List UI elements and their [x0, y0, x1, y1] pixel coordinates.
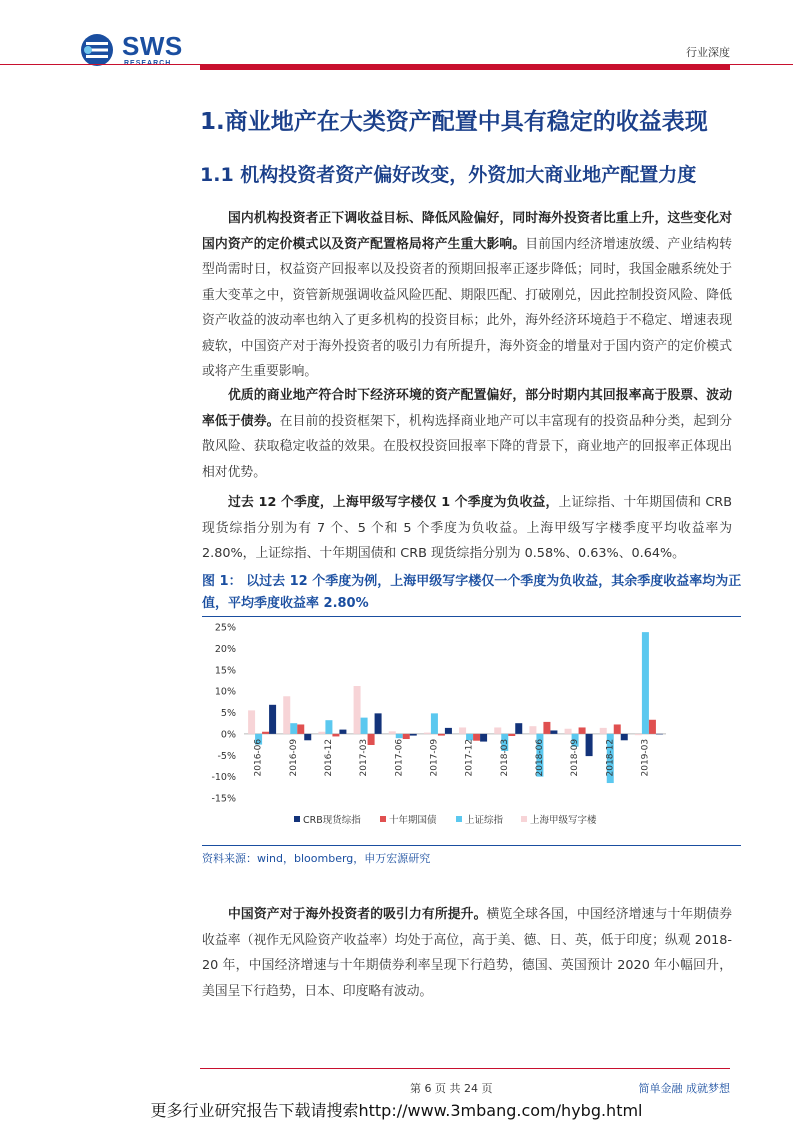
legend-swatch	[294, 816, 300, 822]
logo-text: SWS	[122, 31, 183, 61]
section-heading: 1.商业地产在大类资产配置中具有稳定的收益表现	[200, 109, 708, 135]
y-tick-label: -10%	[211, 772, 236, 784]
y-tick-label: 25%	[214, 622, 236, 634]
paragraph-1-body: 目前国内经济增速放缓、产业结构转型尚需时日，权益资产回报率以及投资者的预期回报率正逐步降低；同时，我国金融系统处于重大变革之中，资管新规强调收益风险匹配、期限匹配、打破刚兑，因此控制投资风险、降低资产收益的波动率也纳入了更多机构的投资目标；此外，海外经济环境趋于不稳定、增速表现疲软，中国资产对于海外投资者的吸引力有所提升，海外资金的增量对于国内资产的定价模式或将产生重要影响。	[202, 236, 733, 379]
bar-2017-06-s1	[396, 734, 403, 738]
bar-2019-03-s2	[649, 720, 656, 734]
x-tick-label: 2018-03	[499, 738, 510, 777]
bar-2016-06-s2	[262, 732, 269, 734]
subsection-heading: 1.1 机构投资者资产偏好改变，外资加大商业地产配置力度	[200, 164, 697, 186]
bar-2017-09-s2	[438, 734, 445, 736]
y-tick-label: 20%	[214, 643, 236, 655]
bar-2018-12-s0	[600, 728, 607, 734]
bar-2019-03-s1	[642, 632, 649, 734]
bar-2017-06-s2	[403, 734, 410, 739]
legend-swatch	[521, 816, 527, 822]
bar-2016-12-s0	[318, 732, 325, 734]
y-tick-label: 10%	[214, 686, 236, 698]
bar-2017-06-s0	[389, 731, 396, 734]
y-tick-label: -5%	[217, 750, 236, 762]
header-rule-bar	[200, 65, 730, 70]
bar-2018-09-s2	[579, 727, 586, 733]
figure-source: 资料来源：wind，bloomberg，申万宏源研究	[202, 852, 431, 865]
bar-2017-12-s3	[480, 734, 487, 742]
bar-2017-09-s0	[424, 733, 431, 734]
bar-2016-09-s2	[297, 724, 304, 733]
bar-2016-09-s3	[304, 734, 311, 740]
promo-link-text[interactable]: 更多行业研究报告下载请搜索http://www.3mbang.com/hybg.html	[150, 1101, 643, 1120]
bar-2017-09-s1	[431, 713, 438, 734]
bar-2016-09-s1	[290, 723, 297, 734]
paragraph-4-lead: 中国资产对于海外投资者的吸引力有所提升。	[228, 907, 487, 922]
footer-rule	[200, 1068, 730, 1069]
x-tick-label: 2017-03	[359, 738, 370, 777]
paragraph-3	[202, 490, 732, 567]
header-category-tag: 行业深度	[686, 46, 730, 59]
bar-2016-06-s0	[248, 710, 255, 734]
bar-2018-09-s0	[565, 729, 572, 734]
paragraph-4-body: 横览全球各国，中国经济增速与十年期债券收益率（视作无风险资产收益率）均处于高位，高于美、德、日、英，低于印度；纵观 2018-20 年，中国经济增速与十年期债券利率呈现下行趋势，德国、英国预计 2020 年小幅回升，美国呈下行趋势，日本、印度略有波动。	[202, 907, 733, 999]
y-tick-label: 0%	[220, 729, 236, 741]
bar-2017-03-s1	[361, 718, 368, 734]
bar-2016-12-s2	[332, 734, 339, 737]
x-tick-label: 2017-12	[464, 738, 475, 777]
x-tick-label: 2018-09	[570, 738, 581, 777]
x-tick-label: 2017-06	[394, 738, 405, 777]
returns-bar-chart	[202, 617, 742, 845]
x-tick-label: 2019-03	[640, 738, 651, 777]
legend-label: 上海甲级写字楼	[530, 815, 597, 826]
bar-2017-03-s0	[354, 686, 361, 734]
bar-2017-03-s3	[375, 713, 382, 734]
x-tick-label: 2016-09	[288, 738, 299, 777]
bar-2016-12-s3	[339, 730, 346, 734]
x-tick-label: 2017-09	[429, 738, 440, 777]
x-tick-label: 2018-06	[534, 738, 545, 777]
bar-2019-03-s3	[656, 734, 663, 735]
bar-2018-12-s3	[621, 734, 628, 740]
x-tick-label: 2016-06	[253, 738, 264, 777]
bar-2018-09-s3	[586, 734, 593, 756]
bar-2018-06-s3	[550, 730, 557, 733]
legend-swatch	[456, 816, 462, 822]
paragraph-2-lead: 优质的商业地产符合时下经济环境的资产配置偏好，部分时期内其回报率高于股票、波动率低于债券。	[202, 388, 732, 429]
x-tick-label: 2018-12	[605, 738, 616, 777]
sws-logo-icon	[80, 33, 114, 67]
bar-2017-09-s3	[445, 728, 452, 734]
figure-title: 图 1： 以过去 12 个季度为例，上海甲级写字楼仅一个季度为负收益，其余季度收益率均为正值，平均季度收益率 2.80%	[202, 574, 742, 611]
y-tick-label: -15%	[211, 793, 236, 805]
paragraph-3-body: 上证综指、十年期国债和 CRB 现货综指分别为有 7 个、5 个和 5 个季度为负收益。上海甲级写字楼季度平均收益率为 2.80%，上证综指、十年期国债和 CRB 现货综指分别为 0.58%、0.63%、0.64%。	[202, 495, 732, 561]
legend-label: 上证综指	[465, 815, 504, 826]
bar-2017-06-s3	[410, 734, 417, 736]
bar-2018-06-s2	[543, 722, 550, 734]
paragraph-1	[202, 206, 732, 385]
bar-2019-03-s0	[635, 734, 642, 735]
footer-slogan: 简单金融 成就梦想	[638, 1082, 730, 1095]
bar-2017-12-s0	[459, 727, 466, 733]
page-number: 第 6 页 共 24 页	[410, 1082, 493, 1095]
bar-2016-06-s3	[269, 705, 276, 734]
bar-2018-03-s3	[515, 723, 522, 734]
x-tick-label: 2016-12	[323, 738, 334, 777]
paragraph-4	[202, 902, 732, 1004]
paragraph-2	[202, 383, 732, 485]
bar-2018-03-s0	[494, 727, 501, 733]
y-tick-label: 15%	[214, 665, 236, 677]
bar-2018-03-s2	[508, 734, 515, 736]
paragraph-3-lead: 过去 12 个季度，上海甲级写字楼仅 1 个季度为负收益，	[228, 495, 559, 510]
bar-2016-12-s1	[325, 720, 332, 734]
bar-2018-06-s0	[529, 726, 536, 734]
paragraph-2-body: 在目前的投资框架下，机构选择商业地产可以丰富现有的投资品种分类，起到分散风险、获取稳定收益的效果。在股权投资回报率下降的背景下，商业地产的回报率正体现出相对优势。	[202, 413, 733, 480]
figure-bottom-rule	[202, 845, 741, 846]
legend-label: 十年期国债	[389, 815, 437, 826]
paragraph-1-lead: 国内机构投资者正下调收益目标、降低风险偏好，同时海外投资者比重上升，这些变化对国内资产的定价模式以及资产配置格局将产生重大影响。	[202, 211, 732, 252]
bar-2018-12-s2	[614, 724, 621, 733]
legend-label: CRB现货综指	[303, 815, 361, 826]
legend-swatch	[380, 816, 386, 822]
y-tick-label: 5%	[220, 708, 236, 719]
bar-2016-09-s0	[283, 696, 290, 734]
